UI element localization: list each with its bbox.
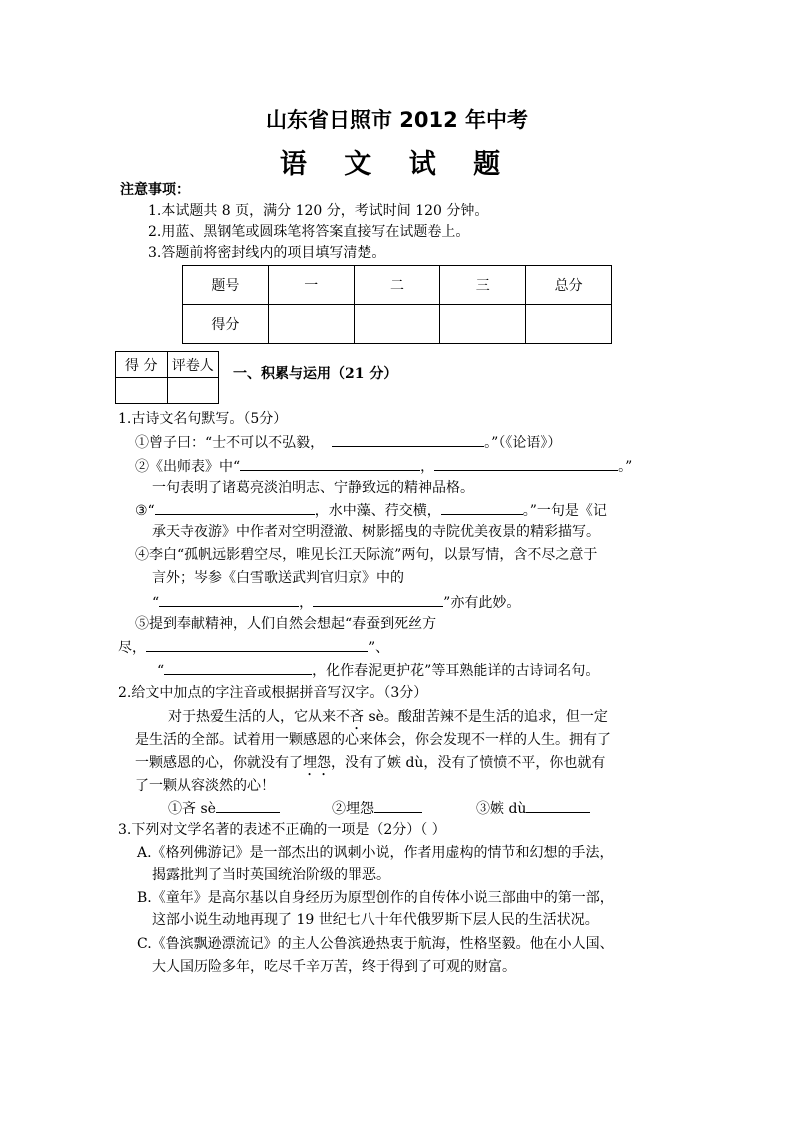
q1-line [135,500,607,521]
exam-subtitle: 语 文 试 题 [279,149,515,180]
answer-blank[interactable] [313,592,443,607]
q1-line: 言外；岑参《白雪歌送武判官归京》中的 [152,570,404,586]
q1-text: ， [299,595,314,611]
answer-blank[interactable] [146,637,368,652]
score-header-cell: 总分 [526,266,612,305]
dotted-char: 埋怨 [303,755,331,771]
grader-score-label: 得 分 [116,352,168,378]
q1-line: ④李白“孤帆远影碧空尽，唯见长江天际流”两句，以景写情，含不尽之意于 [135,547,598,563]
q1-text: “ [152,595,160,611]
q1-stem: 1.古诗文名句默写。（5分） [118,411,288,427]
grader-score-cell [116,378,168,404]
notice-item-1: 1.本试题共 8 页，满分 120 分，考试时间 120 分钟。 [148,203,489,219]
score-table-score-row [183,305,612,344]
q1-text: 。”一句是《记 [522,503,607,519]
score-table-header-row [183,266,612,305]
q2-text: ，没有了嫉 dù，没有了愤愤不平，你也就有 [331,755,606,771]
q3-option-a-cont: 揭露批判了当时英国统治阶级的罪恶。 [152,867,390,883]
notice-heading: 注意事项： [120,182,190,198]
q2-answer [476,798,590,819]
q1-text: ①曾子曰：“士不可以不弘毅， [135,435,325,451]
q2-stem: 2.给文中加点的字注音或根据拼音写汉字。（3分） [118,685,428,701]
q1-text: ， [420,459,435,475]
score-table [182,265,612,344]
q1-line [135,456,632,477]
q2-answer-label: ①吝 sè [168,801,216,817]
q1-text: 尽， [118,640,146,656]
score-cell [440,305,526,344]
q1-text: ，水中藻、荇交横， [314,503,441,519]
q1-line [135,432,561,453]
answer-blank[interactable] [332,432,484,447]
score-header-cell: 三 [440,266,526,305]
q1-line: ⑤提到奉献精神，人们自然会想起“春蚕到死丝方 [135,616,437,632]
answer-blank[interactable] [526,798,590,813]
answer-blank[interactable] [155,500,315,515]
q2-text: sè。酸甜苦辣不是生活的追求，但一定 [364,709,608,725]
exam-title: 山东省日照市 2012 年中考 [265,108,529,132]
q3-option-a: A.《格列佛游记》是一部杰出的讽刺小说，作者用虚构的情节和幻想的手法， [137,845,614,861]
answer-blank[interactable] [441,500,523,515]
score-cell [354,305,440,344]
q2-text: 对于热爱生活的人，它从来不 [168,709,350,725]
q1-line [152,592,520,613]
q1-text: ③“ [135,503,155,519]
q3-stem: 3.下列对文学名著的表述不正确的一项是（2分）（ ） [118,822,446,838]
answer-blank[interactable] [216,798,280,813]
notice-item-3: 3.答题前将密封线内的项目填写清楚。 [148,245,386,261]
q1-line [118,637,389,658]
answer-blank[interactable] [374,798,422,813]
q2-answer-label: ③嫉 dù [476,801,527,817]
score-header-cell: 题号 [183,266,269,305]
q1-text: 。”（《论语》） [484,435,562,451]
q1-line [157,660,599,681]
answer-blank[interactable] [240,456,420,471]
q3-option-c-cont: 大人国历险多年，吃尽千辛万苦，终于得到了可观的财富。 [152,959,516,975]
q1-line: 承天寺夜游》中作者对空明澄澈、树影摇曳的寺院优美夜景的精彩描写。 [152,524,600,540]
q2-answer-label: ②埋怨 [332,801,374,817]
dotted-char: 吝 [350,709,364,725]
q1-line: 一句表明了诸葛亮淡泊明志、宁静致远的精神品格。 [152,480,474,496]
q2-text: 一颗感恩的心，你就没有了 [135,755,303,771]
q3-option-b-cont: 这部小说生动地再现了 19 世纪七八十年代俄罗斯下层人民的生活状况。 [152,912,599,928]
q1-text: 。” [618,459,633,475]
score-row-label: 得分 [183,305,269,344]
q2-answer [332,798,422,819]
grader-table [115,351,219,404]
score-header-cell: 一 [268,266,354,305]
section-1-title: 一、积累与运用（21 分） [233,366,398,382]
answer-blank[interactable] [159,592,299,607]
q2-passage-line: 是生活的全部。试着用一颗感恩的心来体会，你会发现不一样的人生。拥有了 [135,732,611,748]
q1-text: ，化作春泥更护花”等耳熟能详的古诗词名句。 [312,663,600,679]
score-cell [268,305,354,344]
score-header-cell: 二 [354,266,440,305]
grader-name-cell [167,378,219,404]
notice-item-2: 2.用蓝、黑钢笔或圆珠笔将答案直接写在试题卷上。 [148,224,470,240]
q1-text: ②《出师表》中“ [135,459,241,475]
q3-option-b: B.《童年》是高尔基以自身经历为原型创作的自传体小说三部曲中的第一部， [137,890,614,906]
answer-blank[interactable] [434,456,618,471]
grader-label: 评卷人 [167,352,219,378]
q1-text: ”、 [368,640,390,656]
q1-text: “ [157,663,165,679]
score-cell [526,305,612,344]
answer-blank[interactable] [164,660,312,675]
q1-text: ”亦有此妙。 [443,595,521,611]
q3-option-c: C.《鲁滨飘逊漂流记》的主人公鲁滨逊热衷于航海，性格坚毅。他在小人国、 [137,936,614,952]
q2-answer [168,798,280,819]
q2-passage-line: 了一颗从容淡然的心！ [135,778,275,794]
